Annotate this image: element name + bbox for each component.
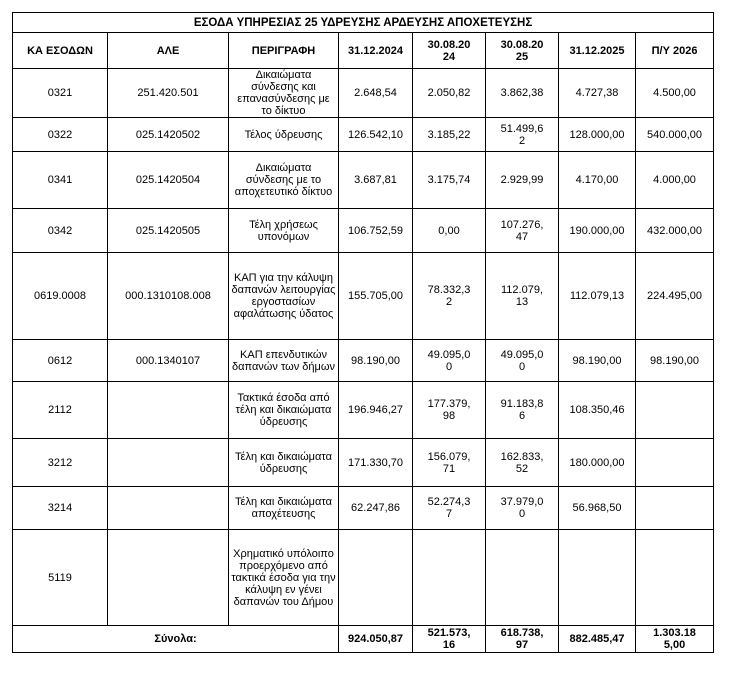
cell-budget-2026: [636, 530, 714, 626]
table-row: [13, 152, 714, 209]
cell-ka: 0321: [13, 69, 108, 118]
cell-ka: 0619.0008: [13, 253, 108, 340]
cell-ka: 5119: [13, 530, 108, 626]
table-row: [13, 253, 714, 340]
cell-budget-2026: 4.500,00: [636, 69, 714, 118]
cell-description: Χρηματικό υπόλοιπο προερχόμενο από τακτικά έσοδα για την κάλυψη εν γένει δαπανών του Δήμου: [229, 530, 339, 626]
table-row: [13, 439, 714, 487]
cell-31-12-2025: 180.000,00: [559, 439, 636, 487]
header-ka: ΚΑ ΕΣΟΔΩΝ: [13, 33, 108, 69]
cell-ka: 0341: [13, 152, 108, 209]
cell-description: Τέλος ύδρευσης: [229, 118, 339, 152]
cell-ale: [108, 382, 229, 439]
cell-31-12-2025: 128.000,00: [559, 118, 636, 152]
table-body: [13, 69, 714, 626]
table-row: [13, 382, 714, 439]
total-30-08-2024: 521.573,16: [413, 626, 486, 653]
cell-budget-2026: 540.000,00: [636, 118, 714, 152]
total-31-12-2024: 924.050,87: [339, 626, 413, 653]
total-budget-2026: 1.303.185,00: [636, 626, 714, 653]
cell-description: Τακτικά έσοδα από τέλη και δικαιώματα ύδρευσης: [229, 382, 339, 439]
cell-ale: 025.1420504: [108, 152, 229, 209]
cell-ale: 251.420.501: [108, 69, 229, 118]
cell-ka: 0612: [13, 340, 108, 382]
cell-30-08-2024: 156.079,71: [413, 439, 486, 487]
cell-budget-2026: [636, 382, 714, 439]
cell-31-12-2025: 112.079,13: [559, 253, 636, 340]
header-30-08-2024: 30.08.2024: [413, 33, 486, 69]
cell-ka: 0342: [13, 209, 108, 253]
cell-30-08-2025: 2.929,99: [486, 152, 559, 209]
cell-description: ΚΑΠ για την κάλυψη δαπανών λειτουργίας εργοστασίων αφαλάτωσης ύδατος: [229, 253, 339, 340]
cell-description: Τέλη και δικαιώματα αποχέτευσης: [229, 487, 339, 530]
total-31-12-2025: 882.485,47: [559, 626, 636, 653]
totals-row: [13, 626, 714, 653]
table-row: [13, 118, 714, 152]
cell-30-08-2024: 2.050,82: [413, 69, 486, 118]
cell-ka: 2112: [13, 382, 108, 439]
cell-31-12-2024: 98.190,00: [339, 340, 413, 382]
cell-30-08-2025: 49.095,00: [486, 340, 559, 382]
cell-budget-2026: 224.495,00: [636, 253, 714, 340]
table-row: [13, 530, 714, 626]
cell-30-08-2025: 112.079,13: [486, 253, 559, 340]
total-30-08-2025: 618.738,97: [486, 626, 559, 653]
cell-30-08-2024: 3.185,22: [413, 118, 486, 152]
table-row: [13, 340, 714, 382]
cell-31-12-2025: 56.968,50: [559, 487, 636, 530]
cell-ka: 0322: [13, 118, 108, 152]
cell-31-12-2024: 196.946,27: [339, 382, 413, 439]
header-30-08-2025: 30.08.2025: [486, 33, 559, 69]
cell-budget-2026: [636, 439, 714, 487]
cell-31-12-2025: 108.350,46: [559, 382, 636, 439]
cell-30-08-2024: 177.379,98: [413, 382, 486, 439]
cell-31-12-2025: 4.727,38: [559, 69, 636, 118]
cell-30-08-2024: [413, 530, 486, 626]
cell-budget-2026: [636, 487, 714, 530]
cell-30-08-2024: 78.332,32: [413, 253, 486, 340]
revenue-table: [12, 12, 714, 653]
cell-31-12-2024: [339, 530, 413, 626]
cell-31-12-2024: 155.705,00: [339, 253, 413, 340]
cell-description: Δικαιώματα σύνδεσης και επανασύνδεσης με το δίκτυο: [229, 69, 339, 118]
header-row: [13, 33, 714, 69]
cell-ale: 025.1420502: [108, 118, 229, 152]
cell-ka: 3212: [13, 439, 108, 487]
cell-ka: 3214: [13, 487, 108, 530]
header-description: ΠΕΡΙΓΡΑΦΗ: [229, 33, 339, 69]
cell-budget-2026: 4.000,00: [636, 152, 714, 209]
cell-budget-2026: 98.190,00: [636, 340, 714, 382]
table-row: [13, 487, 714, 530]
cell-30-08-2025: 37.979,00: [486, 487, 559, 530]
table-title-row: [13, 13, 714, 33]
cell-31-12-2024: 106.752,59: [339, 209, 413, 253]
totals-label: Σύνολα:: [13, 626, 339, 653]
cell-description: Τέλη χρήσεως υπονόμων: [229, 209, 339, 253]
cell-ale: [108, 439, 229, 487]
cell-30-08-2025: 51.499,62: [486, 118, 559, 152]
cell-31-12-2025: [559, 530, 636, 626]
cell-30-08-2025: [486, 530, 559, 626]
cell-description: Δικαιώματα σύνδεσης με το αποχετευτικό δίκτυο: [229, 152, 339, 209]
cell-31-12-2025: 4.170,00: [559, 152, 636, 209]
cell-30-08-2024: 0,00: [413, 209, 486, 253]
cell-31-12-2025: 98.190,00: [559, 340, 636, 382]
cell-31-12-2024: 2.648,54: [339, 69, 413, 118]
cell-ale: 025.1420505: [108, 209, 229, 253]
header-ale: ΑΛΕ: [108, 33, 229, 69]
cell-ale: [108, 487, 229, 530]
cell-description: ΚΑΠ επενδυτικών δαπανών των δήμων: [229, 340, 339, 382]
cell-30-08-2025: 162.833,52: [486, 439, 559, 487]
cell-ale: 000.1310108.008: [108, 253, 229, 340]
header-31-12-2025: 31.12.2025: [559, 33, 636, 69]
cell-30-08-2024: 52.274,37: [413, 487, 486, 530]
table-title: ΕΣΟΔΑ ΥΠΗΡΕΣΙΑΣ 25 ΥΔΡΕΥΣΗΣ ΑΡΔΕΥΣΗΣ ΑΠΟΧΕΤΕΥΣΗΣ: [13, 13, 714, 33]
header-budget-2026: Π/Υ 2026: [636, 33, 714, 69]
cell-30-08-2024: 49.095,00: [413, 340, 486, 382]
table-row: [13, 209, 714, 253]
cell-30-08-2025: 107.276,47: [486, 209, 559, 253]
cell-30-08-2025: 3.862,38: [486, 69, 559, 118]
cell-ale: 000.1340107: [108, 340, 229, 382]
cell-30-08-2025: 91.183,86: [486, 382, 559, 439]
table-row: [13, 69, 714, 118]
header-31-12-2024: 31.12.2024: [339, 33, 413, 69]
cell-31-12-2024: 126.542,10: [339, 118, 413, 152]
cell-31-12-2024: 62.247,86: [339, 487, 413, 530]
cell-budget-2026: 432.000,00: [636, 209, 714, 253]
cell-31-12-2025: 190.000,00: [559, 209, 636, 253]
cell-31-12-2024: 171.330,70: [339, 439, 413, 487]
cell-30-08-2024: 3.175,74: [413, 152, 486, 209]
cell-ale: [108, 530, 229, 626]
cell-31-12-2024: 3.687,81: [339, 152, 413, 209]
cell-description: Τέλη και δικαιώματα ύδρευσης: [229, 439, 339, 487]
